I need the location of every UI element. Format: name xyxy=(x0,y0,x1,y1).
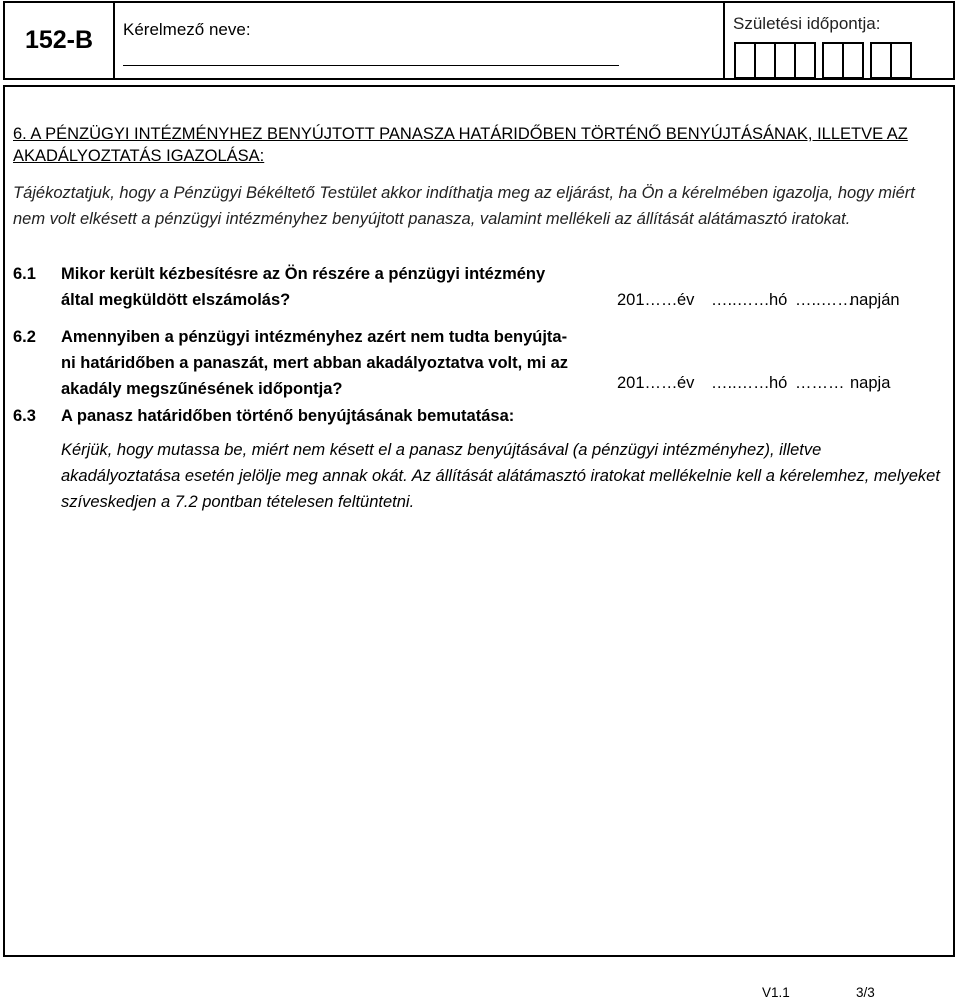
birth-date-label: Születési időpontja: xyxy=(733,14,881,33)
birth-year-digit-box[interactable] xyxy=(794,42,816,79)
birth-year-digit-box[interactable] xyxy=(754,42,776,79)
question-6-1-text xyxy=(61,261,621,313)
birth-day-digit-box[interactable] xyxy=(870,42,892,79)
section-6-frame xyxy=(3,85,955,957)
date-month-unit: hó xyxy=(769,374,788,392)
form-code: 152-B xyxy=(5,3,115,78)
date-month-unit: hó xyxy=(769,291,788,309)
question-6-1-date[interactable] xyxy=(617,291,900,310)
birth-day-digit-box[interactable] xyxy=(890,42,912,79)
date-day-field[interactable]: ……… xyxy=(795,374,845,392)
question-6-2-text xyxy=(61,324,621,402)
question-6-2-date[interactable] xyxy=(617,374,890,393)
question-6-2-line: akadály megszűnésének időpontja? xyxy=(61,380,343,398)
question-6-2-number: 6.2 xyxy=(13,328,36,346)
applicant-name-label: Kérelmező neve: xyxy=(123,20,251,39)
birth-date-cell xyxy=(723,3,953,78)
date-year-field[interactable]: 201…… xyxy=(617,291,678,309)
question-6-3-number: 6.3 xyxy=(13,407,36,425)
birth-date-boxes xyxy=(734,42,918,77)
question-6-2-line: ni határidőben a panaszát, mert abban akadályoztatva volt, mi az xyxy=(61,354,569,372)
birth-day-group xyxy=(870,42,912,77)
question-6-2-line: Amennyiben a pénzügyi intézményhez azért nem tudta benyújta- xyxy=(61,328,568,346)
question-6-1-number: 6.1 xyxy=(13,265,36,283)
birth-month-digit-box[interactable] xyxy=(822,42,844,79)
date-year-unit: év xyxy=(677,291,695,309)
section-6-title: 6. A PÉNZÜGYI INTÉZMÉNYHEZ BENYÚJTOTT PANASZA HATÁRIDŐBEN TÖRTÉNŐ BENYÚJTÁSÁNAK, ILLETVE AZ AKADÁLYOZTATÁS IGAZOLÁSA: xyxy=(13,125,908,165)
birth-year-digit-box[interactable] xyxy=(734,42,756,79)
section-6-intro: Tájékoztatjuk, hogy a Pénzügyi Békéltető Testület akkor indíthatja meg az eljárást, ha Ön a kérelmében igazolja, hogy miért nem volt elkésett a pénzügyi intézményhez benyújtott panasza, valamint mellékeli az állítását alátámasztó iratokat. xyxy=(13,184,915,228)
question-6-1-line: Mikor került kézbesítésre az Ön részére a pénzügyi intézmény xyxy=(61,265,546,283)
date-day-unit: napján xyxy=(850,291,900,309)
footer-version: V1.1 xyxy=(762,985,790,1000)
birth-year-digit-box[interactable] xyxy=(774,42,796,79)
footer-page-number: 3/3 xyxy=(856,985,875,1000)
date-day-field[interactable]: …..…… xyxy=(795,291,854,309)
birth-month-group xyxy=(822,42,864,77)
date-month-field[interactable]: …..…… xyxy=(711,374,770,392)
date-year-unit: év xyxy=(677,374,695,392)
question-6-1-line: által megküldött elszámolás? xyxy=(61,291,291,309)
form-header xyxy=(3,1,955,80)
birth-year-group xyxy=(734,42,816,77)
birth-month-digit-box[interactable] xyxy=(842,42,864,79)
question-6-3-title: A panasz határidőben történő benyújtásának bemutatása: xyxy=(61,407,515,425)
question-6-3-description: Kérjük, hogy mutassa be, miért nem késett el a panasz benyújtásával (a pénzügyi intézményhez), illetve akadályoztatása esetén jelölje meg annak okát. Az állítását alátámasztó iratokat mellékelnie kell a kérelemhez, melyeket szíveskedjen a 7.2 pontban tételesen feltüntetni. xyxy=(61,441,940,511)
date-month-field[interactable]: …..…… xyxy=(711,291,770,309)
applicant-name-field[interactable] xyxy=(123,65,619,66)
date-year-field[interactable]: 201…… xyxy=(617,374,678,392)
date-day-unit: napja xyxy=(850,374,891,392)
